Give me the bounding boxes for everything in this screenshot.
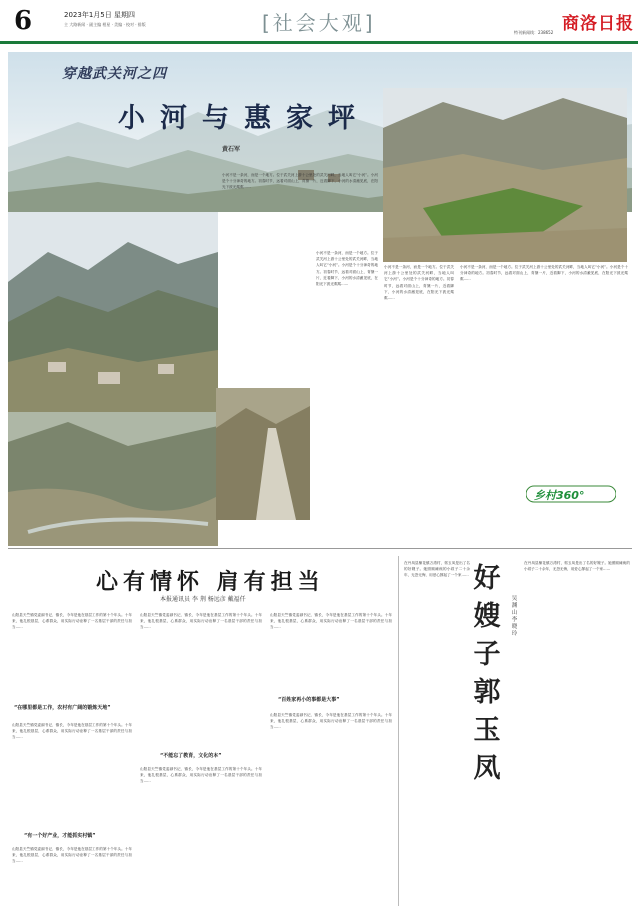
article-title: 小河与惠家坪 [118,103,370,134]
article1-body-col1: 小河不是一条河，而是一个地方。位于武关河上游十公里处的武关河畔，当地人叫它“小河”。小河是个十分神奇的地方。初春时节，远看对面山上，青黛一片，近看脚下，小河的水清澈见底，在阳光下波光粼粼…… [222,173,378,190]
article2-heading-4: “百姓家再小的事都是大事” [278,697,340,703]
article2-byline: 本报通讯员 李 荆 杨远彦 戴福仟 [160,596,246,603]
article-author: 黄石军 [222,146,241,153]
xiangcun-badge-text: 乡村360° [534,489,585,502]
page-number: 6 [14,6,33,36]
issue-date: 2023年1月5日 星期四 [64,11,135,19]
article2-title: 心有情怀 肩有担当 [96,569,325,595]
article3-body-col1: 在丹凤县棣花镇万湾村，郭玉凤是出了名的好嫂子。她照顾瘫痪的小叔子二十余年，无怨无悔，用爱心撑起了一个家…… [404,561,470,578]
article1-body-col2: 小河不是一条河，而是一个地方。位于武关河上游十公里处的武关河畔，当地人叫它“小河”。小河是个十分神奇的地方。初春时节，远看对面山上，青黛一片，近看脚下，小河的水清澈见底，在阳光下波光粼粼…… [316,251,378,287]
article3-author: 吴渊山 李晓玲 [511,596,518,637]
hotline: 特刊新闻线：238652 [514,30,554,35]
article2-body-col1c: 山阳县天竺镇党委副书记、镇长，今年是他在基层工作的第十个年头。十年来，他扎根基层，心系群众，用实际行动诠释了一名基层干部的责任与担当…… [12,847,132,864]
article2-body-col2a: 山阳县天竺镇党委副书记、镇长，今年是他在基层工作的第十个年头。十年来，他扎根基层，心系群众，用实际行动诠释了一名基层干部的责任与担当…… [140,613,262,630]
photo-river-valley [8,412,218,546]
editor-credits: 主 大路新闻 · 副主编 相星 · 美编 · 校对 · 排版 [64,22,146,27]
article2-body-col1b: 山阳县天竺镇党委副书记、镇长，今年是他在基层工作的第十个年头。十年来，他扎根基层，心系群众，用实际行动诠释了一名基层干部的责任与担当…… [12,723,132,740]
article3-body-col2: 在丹凤县棣花镇万湾村，郭玉凤是出了名的好嫂子。她照顾瘫痪的小叔子二十余年，无怨无悔，用爱心撑起了一个家…… [524,561,630,572]
article1-body-col4: 小河不是一条河，而是一个地方。位于武关河上游十公里处的武关河畔，当地人叫它“小河”。小河是个十分神奇的地方。初春时节，远看对面山上，青黛一片，近看脚下，小河的水清澈见底，在阳光下波光粼粼…… [460,265,628,282]
photo-farmland [383,88,627,262]
section-title: [社会大观] [262,11,376,35]
section-divider [8,548,632,549]
photo-mountain-village [8,212,218,412]
article2-heading-3: “不能忘了教育，文化的本” [160,753,222,759]
article2-body-col2b: 山阳县天竺镇党委副书记、镇长，今年是他在基层工作的第十个年头。十年来，他扎根基层，心系群众，用实际行动诠释了一名基层干部的责任与担当…… [140,767,262,784]
article2-body-col1a: 山阳县天竺镇党委副书记、镇长，今年是他在基层工作的第十个年头。十年来，他扎根基层，心系群众，用实际行动诠释了一名基层干部的责任与担当…… [12,613,132,630]
photo-road [216,388,310,520]
article3-title: 好嫂子郭玉凤 [473,563,501,784]
article2-body-col3a: 山阳县天竺镇党委副书记、镇长，今年是他在基层工作的第十个年头。十年来，他扎根基层，心系群众，用实际行动诠释了一名基层干部的责任与担当…… [270,613,392,630]
article2-body-col3b: 山阳县天竺镇党委副书记、镇长，今年是他在基层工作的第十个年头。十年来，他扎根基层，心系群众，用实际行动诠释了一名基层干部的责任与担当…… [270,713,392,730]
article2-heading-2: “有一个好产业，才能抓实村镇” [24,833,96,839]
article2-heading-1: “在哪里都是工作，农村有广阔的锻炼天地” [14,705,111,711]
article-series: 穿越武关河之四 [62,66,167,82]
newspaper-logo: 商洛日报 [562,14,634,34]
column-divider [398,556,399,906]
article1-body-col3: 小河不是一条河，而是一个地方。位于武关河上游十公里处的武关河畔，当地人叫它“小河”。小河是个十分神奇的地方。初春时节，远看对面山上，青黛一片，近看脚下，小河的水清澈见底，在阳光下波光粼粼…… [384,265,454,301]
